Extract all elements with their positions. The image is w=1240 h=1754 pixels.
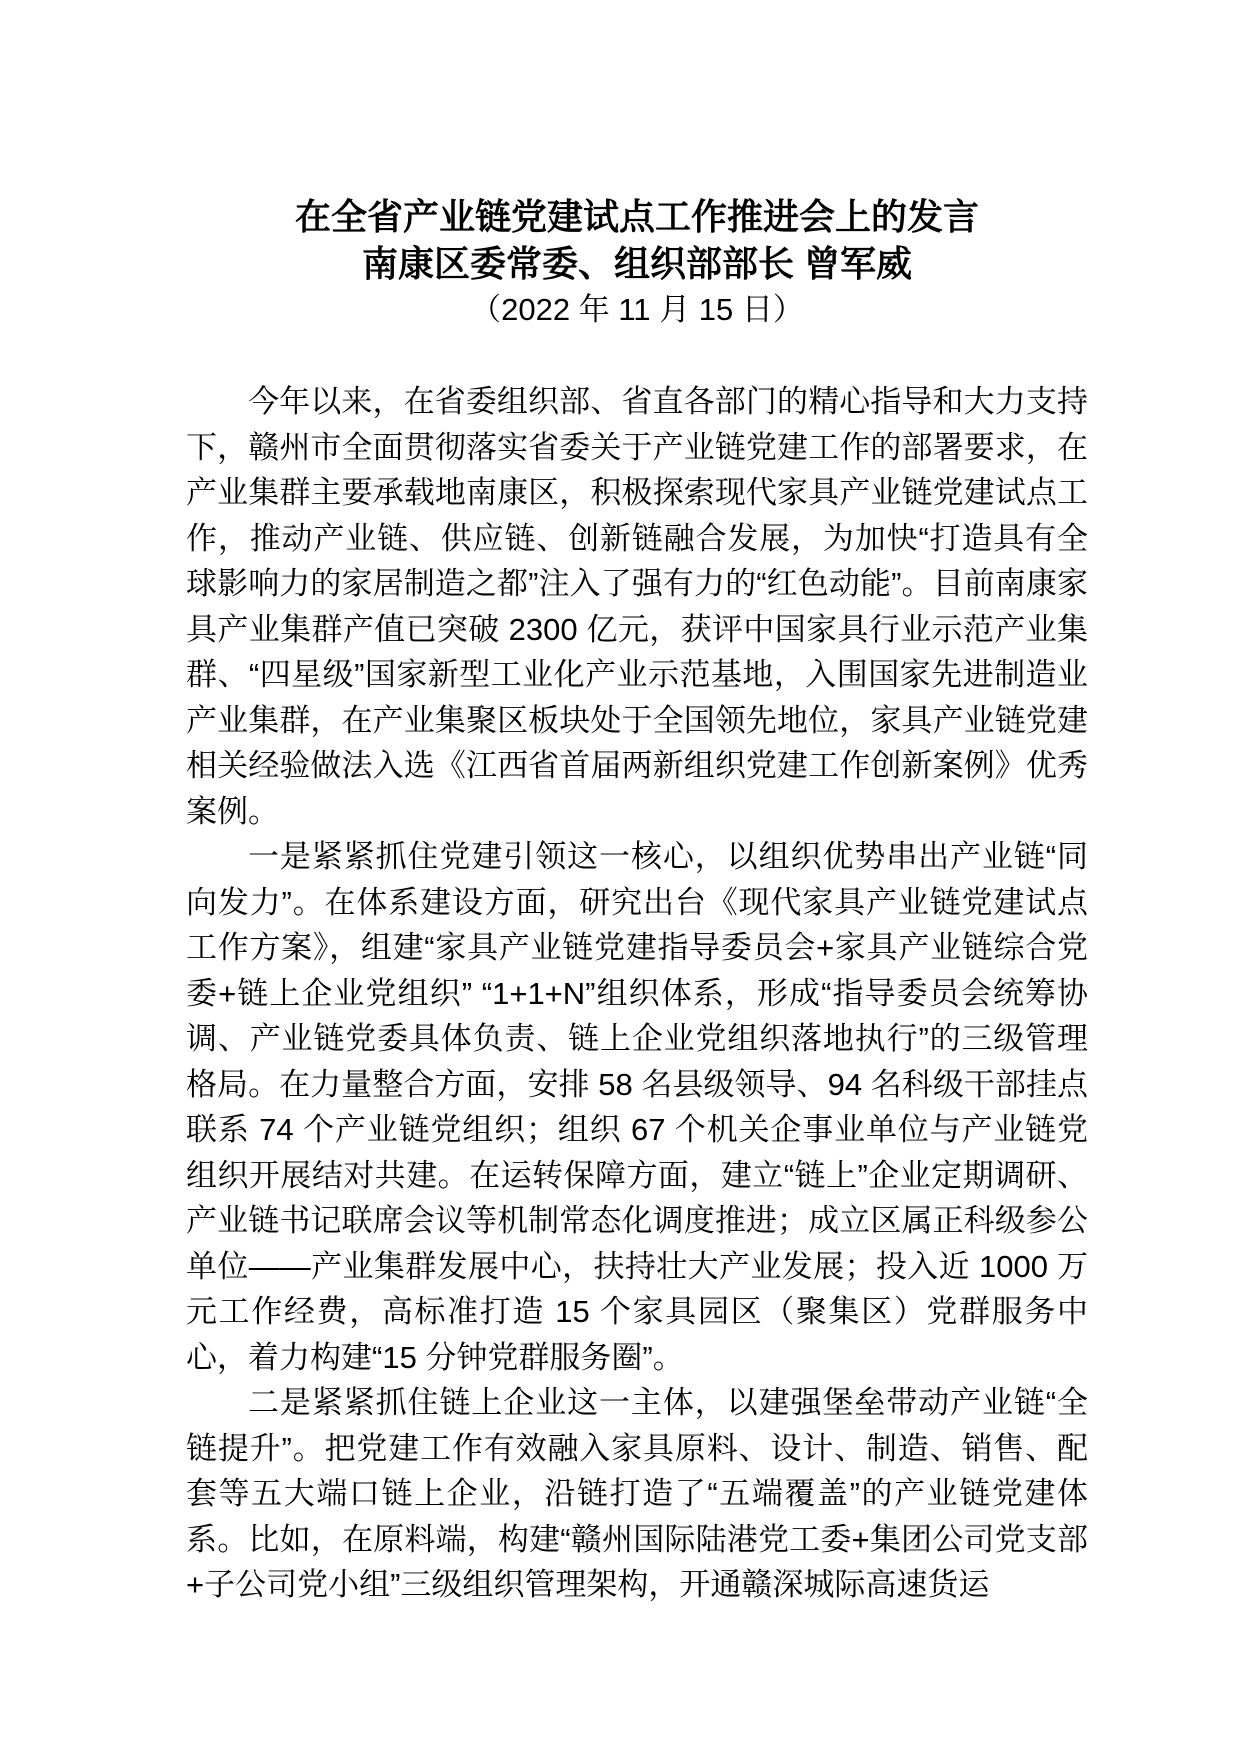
document-title: 在全省产业链党建试点工作推进会上的发言	[294, 196, 979, 237]
document-body	[186, 379, 1088, 1608]
body-paragraph-point-one: 一是紧紧抓住党建引领这一核心，以组织优势串出产业链“同向发力”。在体系建设方面，研究出台《现代家具产业链党建试点工作方案》，组建“家具产业链党建指导委员会+家具产业链综合党委+链上企业党组织” “1+1+N”组织体系，形成“指导委员会统筹协调、产业链党委具体负责、链上企业党组织落地执行”的三级管理格局。在力量整合方面，安排 58 名县级领导、94 名科级干部挂点联系 74 个产业链党组织；组织 67 个机关企事业单位与产业链党组织开展结对共建。在运转保障方面，建立“链上”企业定期调研、产业链书记联席会议等机制常态化调度推进；成立区属正科级参公单位——产业集群发展中心，扶持壮大产业发展；投入近 1000 万元工作经费，高标准打造 15 个家具园区（聚集区）党群服务中心，着力构建“15 分钟党群服务圈”。	[186, 839, 1088, 1375]
document-author-line: 南康区委常委、组织部部长 曾军威	[361, 243, 912, 284]
body-paragraph-point-two: 二是紧紧抓住链上企业这一主体，以建强堡垒带动产业链“全链提升”。把党建工作有效融入家具原料、设计、制造、销售、配套等五大端口链上企业，沿链打造了“五端覆盖”的产业链党建体系。比如，在原料端，构建“赣州国际陆港党工委+集团公司党支部+子公司党小组”三级组织管理架构，开通赣深城际高速货运	[186, 1385, 1088, 1602]
body-paragraph-intro: 今年以来，在省委组织部、省直各部门的精心指导和大力支持下，赣州市全面贯彻落实省委关于产业链党建工作的部署要求，在产业集群主要承载地南康区，积极探索现代家具产业链党建试点工作，推动产业链、供应链、创新链融合发展，为加快“打造具有全球影响力的家居制造之都”注入了强有力的“红色动能”。目前南康家具产业集群产值已突破 2300 亿元，获评中国家具行业示范产业集群、“四星级”国家新型工业化产业示范基地，入围国家先进制造业产业集群，在产业集聚区板块处于全国领先地位，家具产业链党建相关经验做法入选《江西省首届两新组织党建工作创新案例》优秀案例。	[186, 384, 1088, 829]
document-date: （2022 年 11 月 15 日）	[470, 292, 804, 327]
